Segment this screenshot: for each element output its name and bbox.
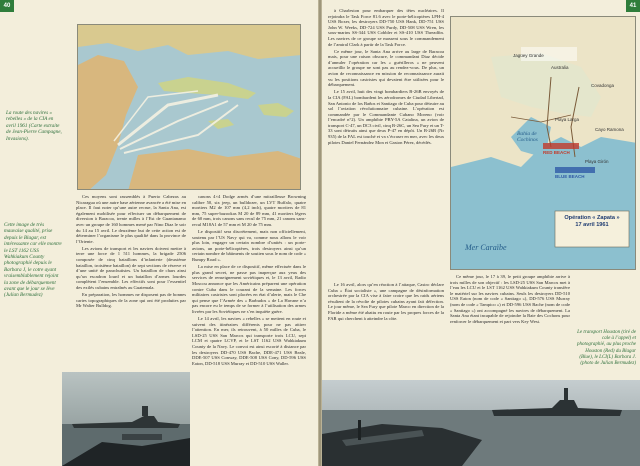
map-town-label: Cayo Ramona [595, 127, 624, 132]
paragraph: Le 16 avril, alors qu’en réaction à l’attaque, Castro déclare Cuba « État socialiste », une campagne de désinformation orchestrée par la CIA vise à faire croire que les raids aériens résultent de la révolte de pilotes cubains ayant fait défection. Le jour même, le Sea Fury que pilote Marco en direction de la Floride a même été abattu en route par les propres forces de la FAR qui cherchent à atteindre la côte. [328, 282, 444, 321]
map-bay-label: Bahia de Cochinos [517, 131, 538, 143]
route-map-illustration [78, 25, 301, 190]
left-page [0, 0, 318, 466]
map-caption: La route des navires « rebelles » de la CIA en avril 1961 (Carte extraite de Jean-Pierre Campagne, Invasions). [6, 110, 62, 142]
paragraph: En préparation, les hommes ne disposent pas de bonnes cartes topographiques de la zone qui ont été produites par Mr Walter Bulldog. [76, 292, 186, 309]
map-town-label: Australia [551, 65, 569, 70]
map-town-label: Playa Girón [585, 159, 609, 164]
ship-photo-left-image [62, 372, 190, 466]
right-page [322, 0, 640, 466]
ship-photo-left [62, 372, 190, 466]
right-column-1 [328, 8, 444, 278]
paragraph: Le 15 avril, huit des vingt bombardiers B-26B envoyés de la CIA (FAL) bombardent les aérodromes de Ciudad Libertad, San Antonio de los Baños et Santiago de Cuba pour détruire au sol l’aviation révolutionnaire cubaine. L’opération est commandée par le Commandante Cubano Moreno (voir l’encadré n°2). Un amphibie PBY-5A Catalina, un avion de transport C-47, un DC3 civil, cinq B-26C, un Sea Fury et un T-33 sont détruits ainsi que deux P-47 en dépôt. Un B-26B (Nr 935) de la FAL est touché et va s’écraser en mer, avec les deux pilotes Daniel Fernández Mon et Gaston Pérez, décédés. [328, 89, 444, 145]
caribbean-route-map [77, 24, 301, 190]
ship-photo-right [322, 380, 640, 466]
paragraph: Le dispositif sera discrètement, mais non officiellement, soutenu par l’US Navy qui va, comme nous allons le voir plus loin, engager un certain nombre d’unités : un porte-avions, un porte-hélicoptères, trois destroyers ainsi qu’un certain nombre de bâtiments de soutien sous le nom de code « Bumpy Road ». [192, 229, 306, 263]
map-town-label: Covadonga [591, 83, 615, 88]
map-sea-label: Mer Caraïbe [465, 243, 507, 252]
page-number-right: 41 [626, 0, 640, 12]
map-blue-beach-label: BLUE BEACH [555, 174, 585, 179]
map-title-box: Opération « Zapata » 17 avril 1961 [564, 215, 620, 228]
map-town-label: Playa Larga [555, 117, 580, 122]
paragraph: Ce même jour, le 17 à 39, le petit groupe amphibie arrive à trois milles de son objectif : les LSD-25 USS San Marcos met à l’eau les LCU et le LST 1162 USS Wahkiakum County transfère le matériel sur les navires cubains. Seuls les destroyers DD-510 USS Eaton (nom de code « Santiago »), DD-576 USS Murray (nom de code « Tampico ») et DD-596 USS Bache (nom de code « Santiago ») ont accompagné les navires de débarquement. La Santa Ana étant incapable de rejoindre la Baie des Cochons pour renforcer le débarquement et part vers Key West. [450, 274, 570, 324]
map-town-label: Jagüey Grande [513, 53, 544, 58]
paragraph: Ce même jour, le Santa Ana arrive au large de Baracoa mais, pour une raison obscure, le commandant Diaz décide d’annuler l’opération car les « guérilleros » ne peuvent accueillir le groupe ne sont pas au rendez-vous. De plus, un avion de reconnaissance en mission de reconnaissance aurait vu les positions castristes qui devaient être utilisées pour le débarquement. [328, 48, 444, 88]
photo-caption-right: Le transport Houston (tiré de cale à l’appel) et photographié, au plus proche Houston (Red) du Blagar (Blue), le LCI(L) Barbara J. (photo de Julian Bermudez) [577, 330, 636, 367]
paragraph: Les avions de transport et les navires doivent mettre à terre une force de 1 511 hommes, la brigade 2506 composée de cinq bataillons d’infanterie (deuxième bataillon, troisième bataillon) de sept sections de réserve et d’une unité de parachutistes. Un bataillon de chars ainsi qu’un escadron lourd et un bataillon d’armes lourdes complètent l’ensemble. Les effectifs sont pour l’essentiel des exilés cubains entraînés au Guatemala. [76, 245, 186, 290]
right-column-1b [328, 282, 444, 382]
paragraph: à Charleston pour embarquer des têtes nucléaires. Il rejoindra le Task Force 81.6 avec le porte-hélicoptères LPH-4 USS Boxer, les destroyers DD-750 USS Hank, DD-751 USS John W. Weeks, DD-724 USS Purdy, DD-508 USS Wren, les sous-marins SS-344 USS Cobbler et SS-410 USS Threadfin. Les navires de ce groupe se massent sous le commandement de l’amiral Clark à partir de la Task Force. [328, 8, 444, 47]
left-column-2 [192, 194, 306, 466]
zapata-operation-map [450, 16, 636, 270]
map-red-beach-label: RED BEACH [543, 150, 570, 155]
ship-photo-right-image [322, 380, 640, 466]
photo-caption-left: Cette image de très mauvaise qualité, prise depuis le Blagar, est intéressante car elle montre le LST 1162 USS Wahkiakum County photographié depuis le Barbara J, le cotre ayant vraisemblablement rejoint la zone de débarquement avant que le jour se lève (Julian Bermudez) [4, 222, 62, 299]
left-column-1 [76, 194, 186, 374]
paragraph: La mise en place de ce dispositif, même effectuée dans le plus grand secret, ne passe pas inaperçue aux yeux des services de renseignement soviétiques et, le 13 avril, Radio Moscou annonce que les Américains préparent une opération contre Cuba dans le courant de la semaine. Les forces militaires castristes sont placées en état d’alerte, mais le Che qui pense que l’Armée des « Barbudos » de La Havane n’a pas encore eu le temps de se former à l’utilisation des armes livrées par les Soviétiques ne s’en inquiète guère. [192, 264, 306, 314]
right-column-2 [450, 274, 570, 382]
paragraph: Le 14 avril, les navires « rebelles » se mettent en route et suivent des itinéraires différents pour ne pas attirer l’attention. En mer, ils retrouvent, à 50 milles de Cuba, le LSD-25 USS San Marcos qui transporte trois LCU, sept LCM et quatre LCVP, et le LST 1162 USS Wahkiakum County de la Navy. Le convoi est ainsi escorté à distance par les destroyers DD-470 USS Bache, DDE-471 USS Beale, DDE-507 USS Conway, DDE-508 USS Cony, DD-596 USS Eaton, DD-518 USS Murray et DD-510 USS Waller. [192, 315, 306, 366]
page-number-left: 40 [0, 0, 14, 12]
paragraph: Ces moyens sont rassemblés à Puerto Cabezas au Nicaragua où une autre base aérienne avancée a été mise en place. Il faut noter qu’une autre recrue, la Santa Ana, est également mobilisée pour effectuer un débarquement de diversion à Baracoa, trente milles à l’Est de Guantanamo avec un groupe de 160 hommes mené par Nino Diaz le soir du 14 au 15 avril. Le deuxième but de cette action est de déterminer l’organisme le plus qualifié dans la province de l’Oriente. [76, 194, 186, 244]
paragraph: canons 4×4 Dodge armés d’une mitrailleuse Browning calibre 50, six jeep, un bulldozer, un LVT Buffalo, quatre mortiers M2 de 107 mm (4,2 inch), quatre mortiers de 81 mm, 75 super-bazookas M 20 de 89 mm, 41 mortiers légers de 60 mm, trois canons sans recul de 75 mm, 21 canons sans-recul M18A1 de 57 mm et M 20 de 75 mm. [192, 194, 306, 227]
